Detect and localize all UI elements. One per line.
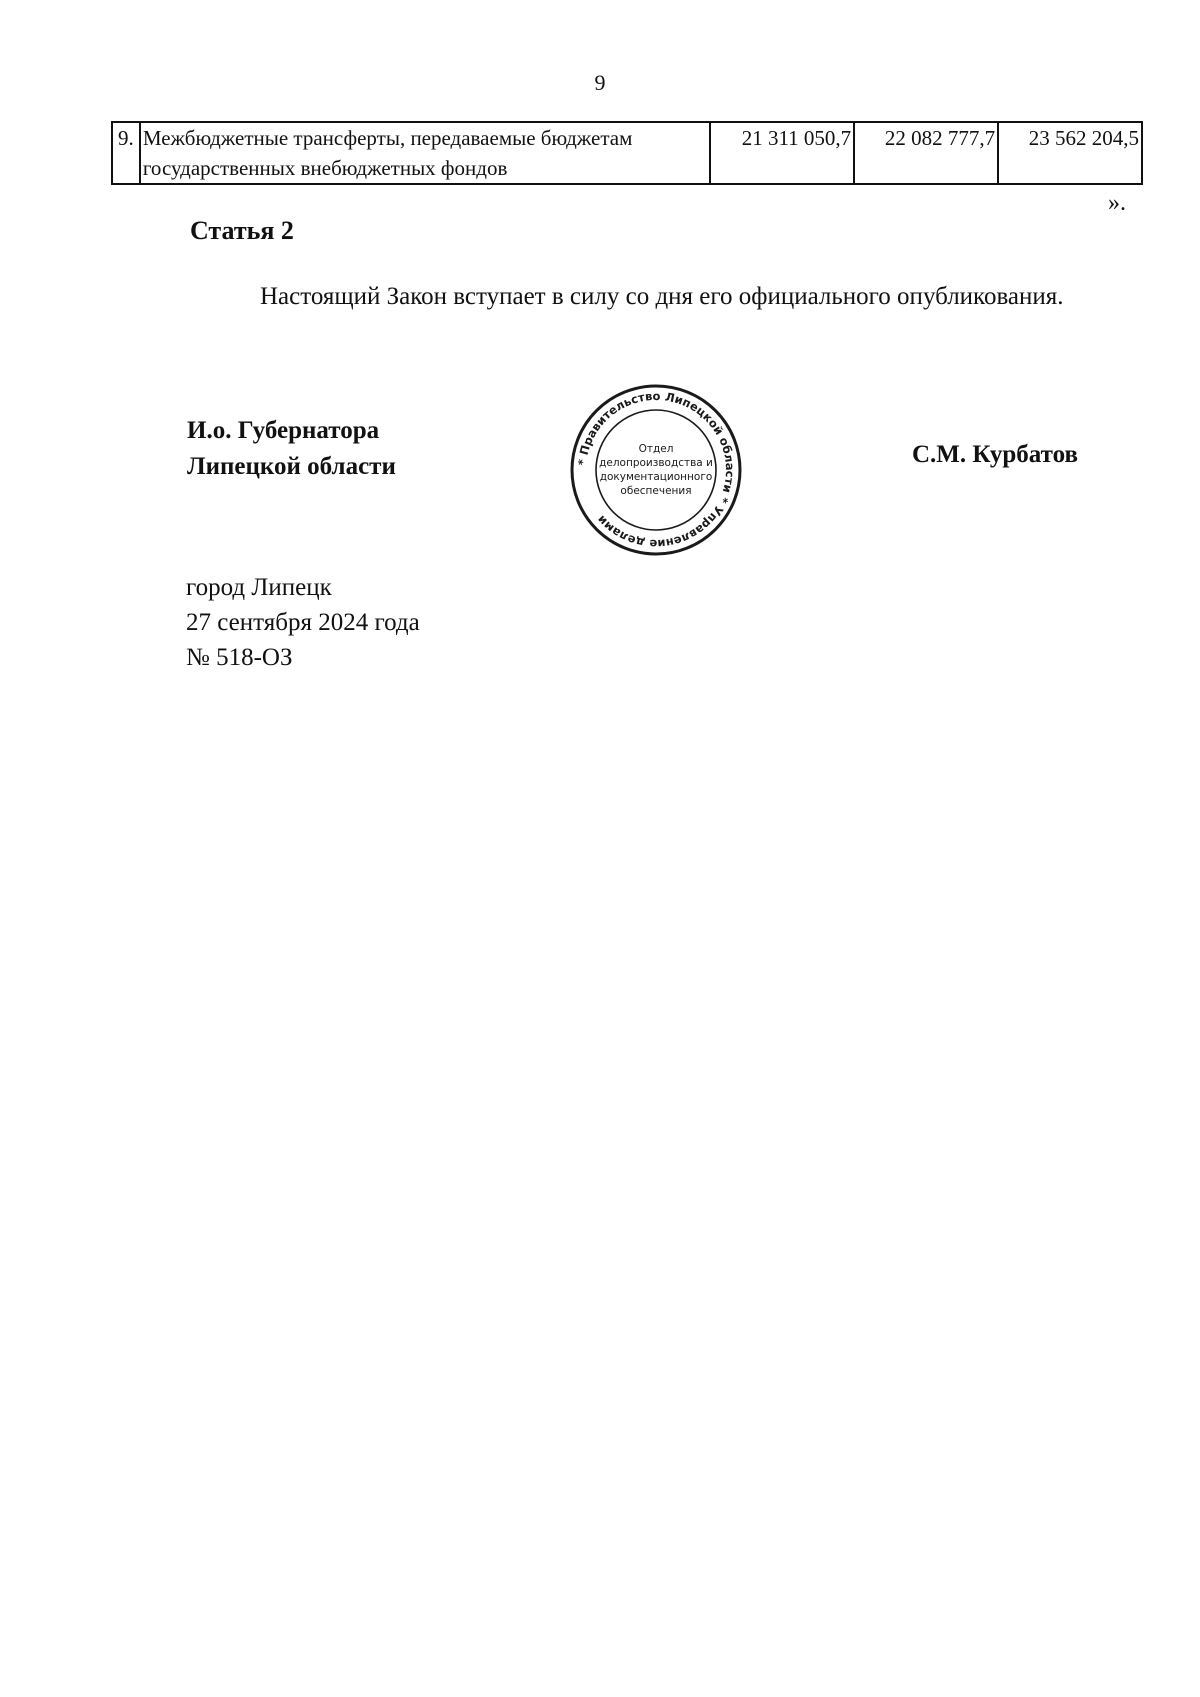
date: 27 сентября 2024 года (186, 609, 420, 636)
row-value-3: 23 562 204,5 (998, 122, 1142, 184)
stamp-outer-text: * Правительство Липецкой области * Управление делами (575, 388, 738, 552)
stamp-inner-line3: документационного (599, 471, 713, 483)
stamp-inner-line1: Отдел (638, 443, 674, 455)
stamp-inner-line4: обеспечения (620, 485, 692, 497)
article-body: Настоящий Закон вступает в силу со дня его официального опубликования. (260, 283, 1064, 310)
signer-title (187, 413, 396, 485)
official-stamp (568, 382, 744, 558)
place-date-block (186, 570, 420, 675)
signer-title-line1: И.о. Губернатора (187, 417, 380, 444)
row-value-2: 22 082 777,7 (854, 122, 998, 184)
signer-title-line2: Липецкой области (187, 453, 396, 480)
closing-quote: ». (1108, 190, 1126, 216)
stamp-outer-circle (572, 386, 740, 554)
city: город Липецк (186, 574, 332, 601)
table-row (112, 122, 1142, 184)
article-title: Статья 2 (190, 216, 294, 245)
row-number: 9. (112, 122, 140, 184)
row-value-1: 21 311 050,7 (710, 122, 854, 184)
stamp-inner-circle (596, 410, 716, 530)
row-name: Межбюджетные трансферты, передаваемые бюджетам государственных внебюджетных фондов (140, 122, 710, 184)
page-number: 9 (594, 70, 606, 95)
law-number: № 518-ОЗ (186, 644, 293, 671)
stamp-inner-line2: делопроизводства и (599, 457, 713, 469)
signer-name: С.М. Курбатов (912, 441, 1078, 468)
budget-table (111, 121, 1143, 185)
